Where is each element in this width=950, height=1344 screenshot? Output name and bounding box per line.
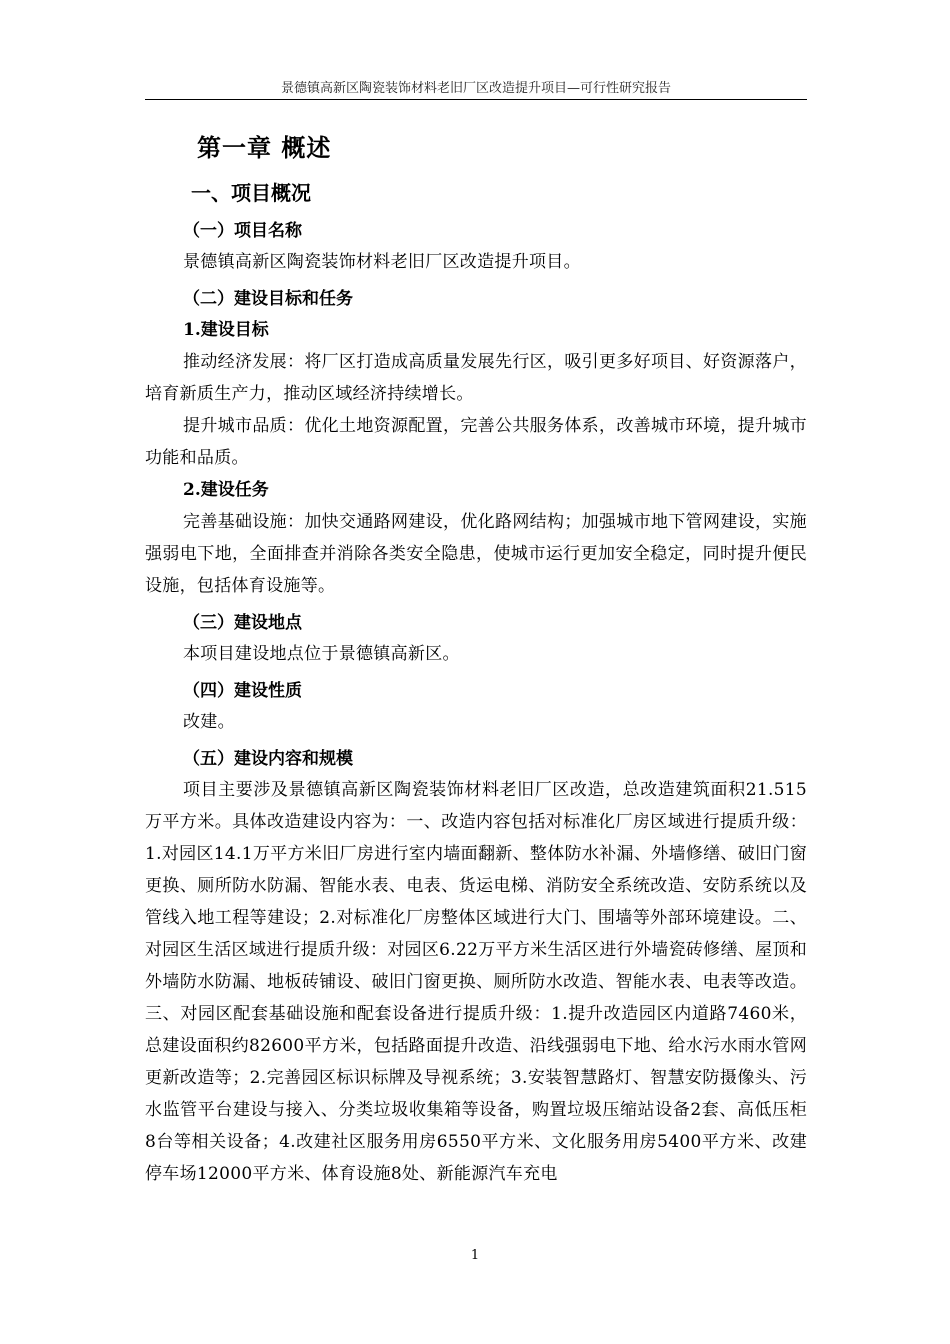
subsection-heading-location: （三）建设地点 [183,613,302,633]
goals-paragraph: 提升城市品质：优化土地资源配置，完善公共服务体系，改善城市环境，提升城市功能和品质。 [145,416,807,468]
location-paragraph: 本项目建设地点位于景德镇高新区。 [183,644,460,664]
page-content [145,120,807,1190]
subsection-heading-scope: （五）建设内容和规模 [183,749,353,769]
chapter-title: 第一章 概述 [197,134,332,162]
tasks-paragraph: 完善基础设施：加快交通路网建设，优化路网结构；加强城市地下管网建设，实施强弱电下地，全面排查并消除各类安全隐患，使城市运行更加安全稳定，同时提升便民设施，包括体育设施等。 [145,512,807,596]
section-title: 一、项目概况 [191,181,311,205]
goals-paragraph: 推动经济发展：将厂区打造成高质量发展先行区，吸引更多好项目、好资源落户，培育新质生产力，推动区域经济持续增长。 [145,352,807,404]
page-number: 1 [470,1248,480,1263]
item-heading-goals: 1.建设目标 [183,320,269,340]
project-name-paragraph: 景德镇高新区陶瓷装饰材料老旧厂区改造提升项目。 [183,252,581,272]
running-header: 景德镇高新区陶瓷装饰材料老旧厂区改造提升项目—可行性研究报告 [280,81,671,96]
nature-paragraph: 改建。 [183,712,235,732]
subsection-heading-goals-tasks: （二）建设目标和任务 [183,289,353,309]
item-heading-tasks: 2.建设任务 [183,480,269,500]
subsection-heading-project-name: （一）项目名称 [183,221,302,241]
scope-paragraph: 项目主要涉及景德镇高新区陶瓷装饰材料老旧厂区改造，总改造建筑面积21.515万平方米。具体改造建设内容为：一、改造内容包括对标准化厂房区域进行提质升级：1.对园区14.1万平方米旧厂房进行室内墙面翻新、整体防水补漏、外墙修缮、破旧门窗更换、厕所防水防漏、智能水表、电表、货运电梯、消防安全系统改造、安防系统以及管线入地工程等建设；2.对标准化厂房整体区域进行大门、围墙等外部环境建设。二、对园区生活区域进行提质升级：对园区6.22万平方米生活区进行外墙瓷砖修缮、屋顶和外墙防水防漏、地板砖铺设、破旧门窗更换、厕所防水改造、智能水表、电表等改造。三、对园区配套基础设施和配套设备进行提质升级：1.提升改造园区内道路7460米，总建设面积约82600平方米，包括路面提升改造、沿线强弱电下地、给水污水雨水管网更新改造等；2.完善园区标识标牌及导视系统；3.安装智慧路灯、智慧安防摄像头、污水监管平台建设与接入、分类垃圾收集箱等设备，购置垃圾压缩站设备2套、高低压柜8台等相关设备；4.改建社区服务用房6550平方米、文化服务用房5400平方米、改建停车场12000平方米、体育设施8处、新能源汽车充电 [145,780,807,1184]
header-rule [145,99,807,100]
subsection-heading-nature: （四）建设性质 [183,681,302,701]
